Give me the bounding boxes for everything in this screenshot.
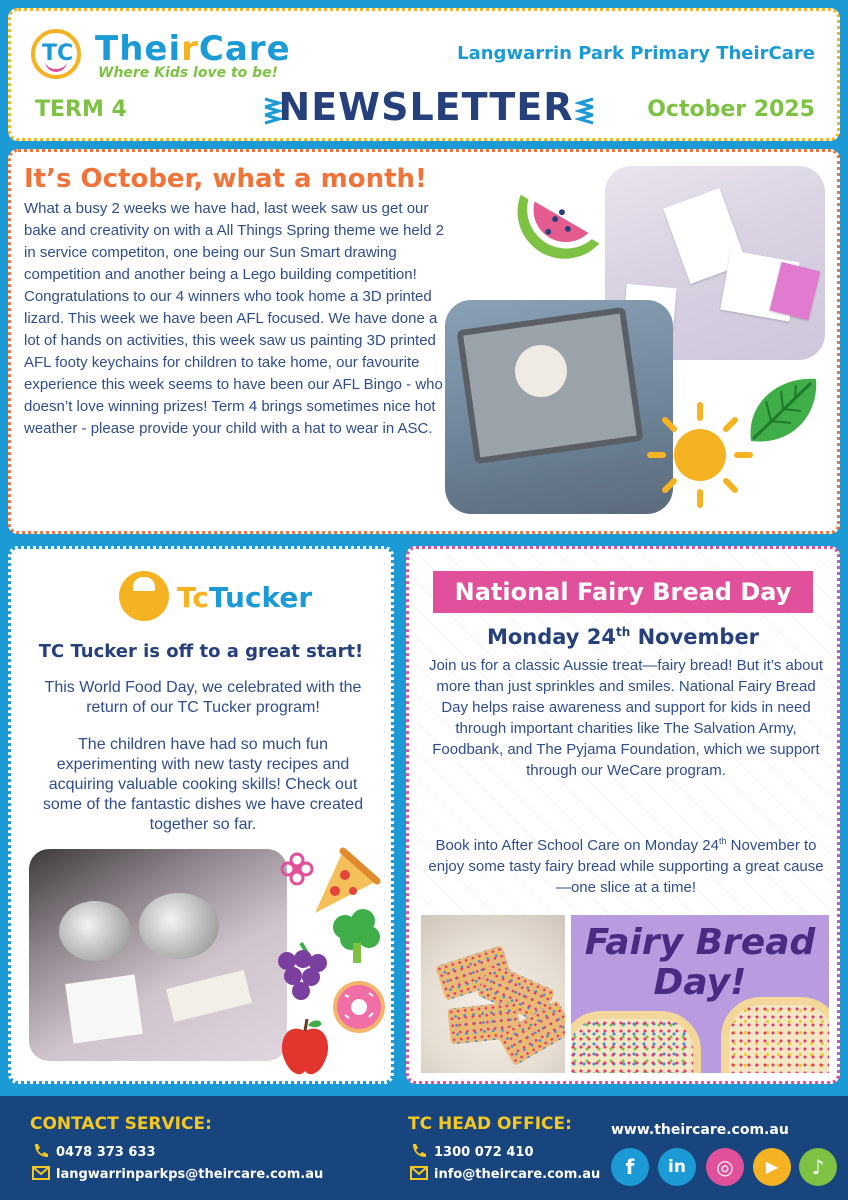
website-link[interactable]: www.theircare.com.au	[611, 1122, 789, 1138]
linkedin-icon[interactable]: in	[658, 1148, 696, 1186]
fairy-bread-paragraph-2	[421, 831, 831, 898]
contact-service-label: CONTACT SERVICE:	[30, 1114, 212, 1134]
tc-tucker-heading: TC Tucker is off to a great start!	[38, 641, 364, 662]
theircare-logo-icon	[31, 29, 81, 79]
term-label: TERM 4	[35, 97, 127, 122]
cooking-activity-photo	[29, 849, 287, 1061]
tiktok-icon[interactable]: ♪	[799, 1148, 837, 1186]
head-office-email[interactable]: info@theircare.com.au	[434, 1167, 601, 1182]
contact-phone[interactable]: 0478 373 633	[56, 1145, 156, 1160]
october-body: What a busy 2 weeks we have had, last week saw us get our bake and creativity on with a All Things Spring theme we held 2 in service competiton, one being our Sun Smart drawing competition and another being a Lego building competition! Congratulations to our 4 winners who took home a 3D printed lizard. This week we have been AFL focused. We have done a lot of hands on activities, this week saw us painting 3D printed AFL footy keychains for children to take home, our favourite experience this week seems to have been our AFL Bingo - who doesn’t love winning prizes! Term 4 brings sometimes nice hot weather - please provide your child with a hat to wear in ASC.	[24, 200, 444, 437]
email-icon	[32, 1164, 50, 1182]
graphic-title-line-2: Day!	[653, 962, 747, 1003]
tc-tucker-logo-tucker: Tucker	[208, 581, 313, 614]
brand-name: TheirCare	[95, 29, 291, 69]
fairy-bread-day-graphic	[571, 915, 829, 1073]
graphic-title-line-1: Fairy Bread	[584, 922, 816, 963]
tc-tucker-logo-tc: Tc	[177, 581, 209, 614]
fairy-bread-graphic-title	[571, 923, 829, 1003]
tc-tucker-paragraph-1: This World Food Day, we celebrated with the return of our TC Tucker program!	[44, 679, 362, 716]
chef-hat-icon	[119, 571, 169, 621]
broccoli-icon	[329, 909, 383, 965]
youtube-icon[interactable]: ▶	[753, 1148, 791, 1186]
watermelon-icon	[511, 174, 609, 274]
contact-email[interactable]: langwarrinparkps@theircare.com.au	[56, 1167, 324, 1182]
logo-letters: TC	[42, 41, 74, 66]
apple-icon	[275, 1017, 335, 1079]
head-office-label: TC HEAD OFFICE:	[408, 1114, 572, 1134]
october-heading: It’s October, what a month!	[24, 164, 427, 194]
october-section	[8, 149, 840, 534]
instagram-icon[interactable]: ◎	[706, 1148, 744, 1186]
date-suffix: th	[616, 625, 631, 639]
newsletter-header	[8, 8, 840, 141]
paragraph-2-suffix: th	[718, 836, 727, 846]
tc-tucker-paragraph-2: The children have had so much fun experimenting with new tasty recipes and acquiring valuable cooking skills! Check out some of the fantastic dishes we have created together so far.	[42, 736, 364, 833]
newsletter-footer	[0, 1096, 848, 1200]
date-day: Monday 24	[486, 625, 616, 649]
date-month: November	[630, 625, 760, 649]
paragraph-2-end: November to enjoy some tasty fairy bread while supporting a great cause—one slice at a time!	[428, 837, 824, 896]
grapes-icon	[271, 941, 333, 1013]
newsletter-title: NEWSLETTER	[278, 85, 574, 129]
donut-icon	[329, 977, 389, 1037]
tc-tucker-section	[8, 546, 394, 1084]
paragraph-2-start: Book into After School Care on Monday 24	[435, 837, 719, 854]
brand-tagline: Where Kids love to be!	[98, 65, 279, 81]
fairy-bread-photo	[421, 915, 565, 1073]
pizza-slice-icon	[307, 845, 381, 919]
fairy-bread-date	[409, 625, 837, 649]
fairy-bread-banner: National Fairy Bread Day	[433, 571, 813, 613]
sun-icon	[645, 400, 755, 510]
brand-name-accent: r	[181, 29, 199, 69]
head-office-phone-icon	[410, 1142, 428, 1160]
tc-tucker-logo-text	[177, 581, 312, 614]
zigzag-right-icon	[575, 95, 595, 125]
issue-month: October 2025	[647, 97, 815, 122]
fairy-bread-section	[406, 546, 840, 1084]
phone-icon	[32, 1142, 50, 1160]
head-office-phone[interactable]: 1300 072 410	[434, 1145, 534, 1160]
facebook-icon[interactable]: f	[611, 1148, 649, 1186]
painting-tray-photo	[445, 300, 673, 514]
head-office-email-icon	[410, 1164, 428, 1182]
fairy-bread-paragraph-1: Join us for a classic Aussie treat—fairy bread! But it’s about more than just sprinkles and smiles. National Fairy Bread Day helps raise awareness and support for kids in need through important charities like The Salvation Army, Foodbank, and The Pyjama Foundation, which we support through our WeCare program.	[428, 657, 824, 779]
school-name: Langwarrin Park Primary TheirCare	[457, 43, 815, 64]
